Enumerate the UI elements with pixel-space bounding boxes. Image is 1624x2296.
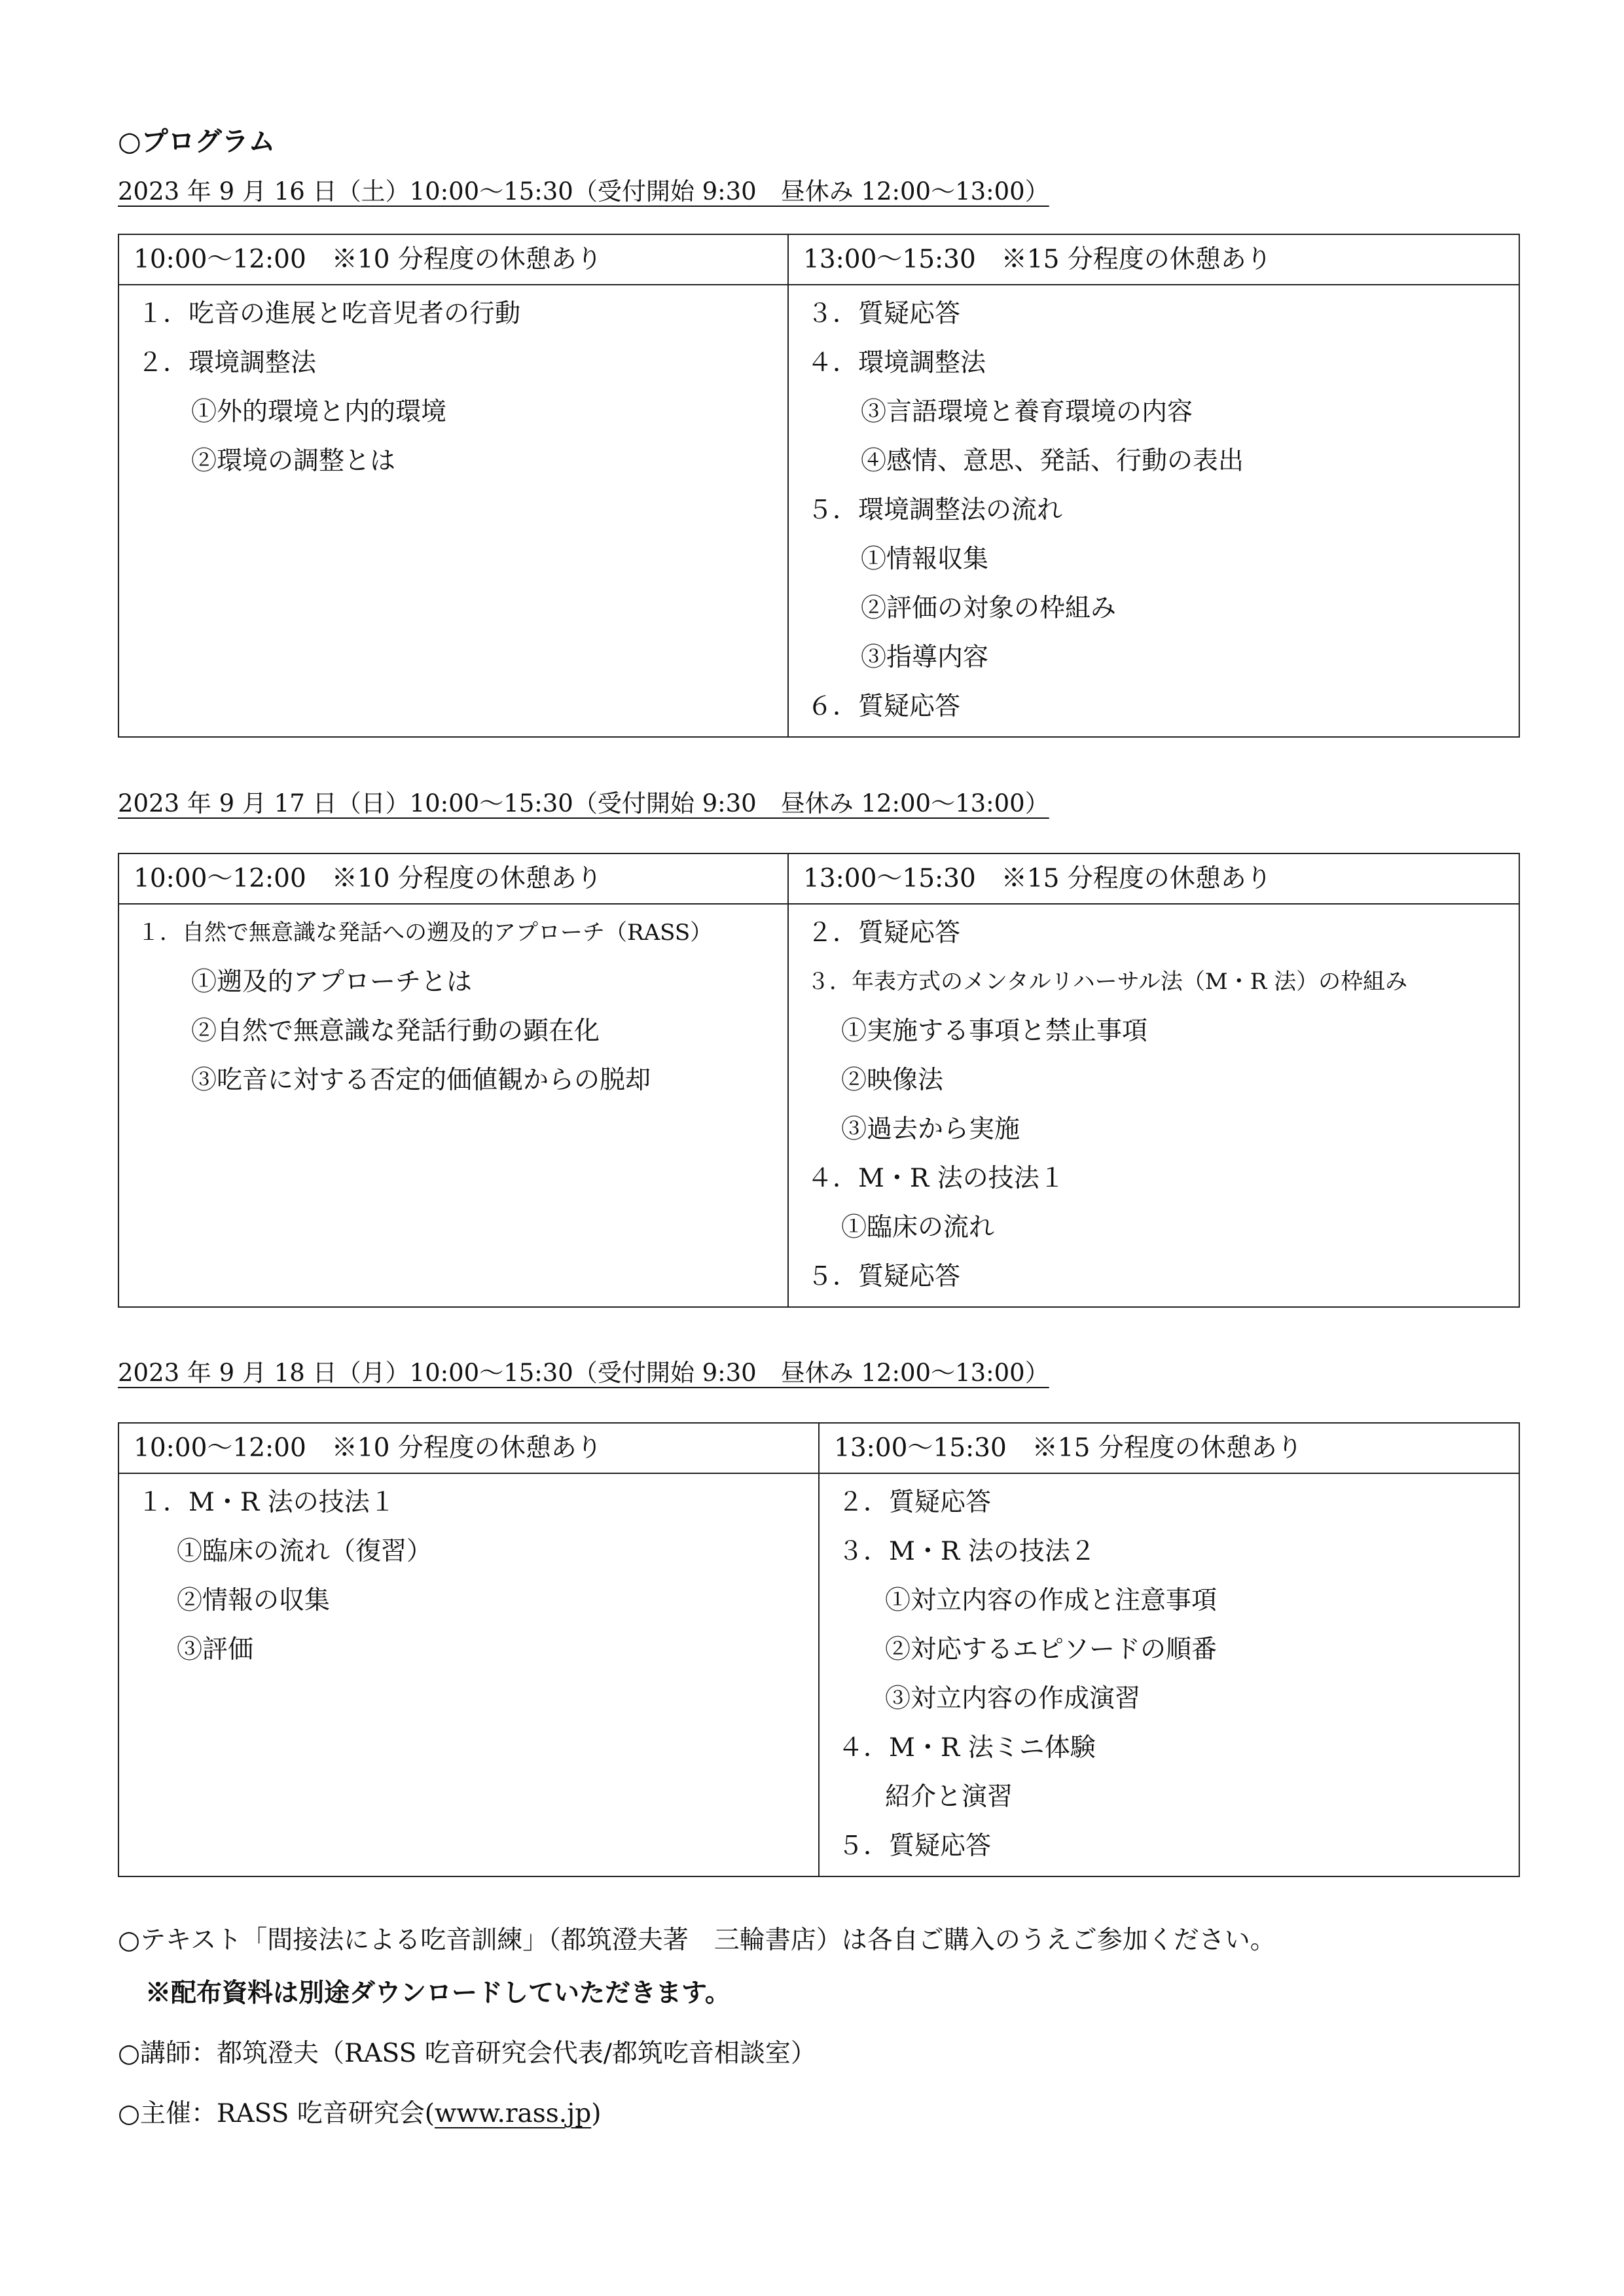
day2-am-header: 10:00～12:00 ※10 分程度の休憩あり <box>118 853 788 904</box>
day1-pm-item: ５．環境調整法の流れ <box>807 495 1063 525</box>
day3-pm-item: ③対立内容の作成演習 <box>885 1684 1141 1713</box>
day3-am-item: ①臨床の流れ（復習） <box>177 1537 433 1566</box>
organizer-suffix: ) <box>591 2099 602 2128</box>
day1-pm-item: ①情報収集 <box>861 545 989 574</box>
organizer-line <box>118 2094 601 2134</box>
textbook-note: ○テキスト「間接法による吃音訓練」（都筑澄夫著 三輪書店）は各自ご購入のうえご参加ください。 <box>118 1926 1276 1955</box>
day2-pm-item: ４．M・R 法の技法１ <box>807 1164 1065 1193</box>
day1-pm-item: ③言語環境と養育環境の内容 <box>861 397 1193 427</box>
day3-am-item: ②情報の収集 <box>177 1586 331 1615</box>
organizer-link[interactable]: www.rass.jp <box>434 2099 592 2128</box>
day3-pm-item: ３．M・R 法の技法２ <box>838 1537 1096 1566</box>
organizer-prefix: ○主催：RASS 吃音研究会( <box>118 2099 435 2128</box>
day2-pm-cell <box>788 904 1519 1307</box>
day2-pm-header: 13:00～15:30 ※15 分程度の休憩あり <box>788 853 1519 904</box>
day3-am-item: ③評価 <box>177 1635 254 1664</box>
day2-pm-item: ②映像法 <box>841 1066 944 1095</box>
day3-am-header: 10:00～12:00 ※10 分程度の休憩あり <box>118 1423 819 1473</box>
day1-date-line: 2023 年 9 月 16 日（土）10:00～15:30（受付開始 9:30 昼休み 12:00～13:00） <box>118 177 1049 206</box>
day2-pm-item: ③過去から実施 <box>841 1115 1020 1144</box>
day2-am-cell <box>118 904 788 1307</box>
day1-am-cell <box>118 285 788 737</box>
day1-pm-item: ②評価の対象の枠組み <box>861 594 1117 623</box>
day1-am-item: ①外的環境と内的環境 <box>191 397 447 427</box>
day2-schedule-table <box>118 853 1520 1308</box>
day3-pm-item: ２．質疑応答 <box>838 1488 992 1517</box>
day3-pm-item: 紹介と演習 <box>885 1782 1013 1812</box>
day3-pm-item: ①対立内容の作成と注意事項 <box>885 1586 1218 1615</box>
day1-am-item: ②環境の調整とは <box>191 446 396 476</box>
day1-pm-item: ６．質疑応答 <box>807 692 961 721</box>
day3-pm-item: ②対応するエピソードの順番 <box>885 1635 1218 1664</box>
day2-pm-item: ①実施する事項と禁止事項 <box>841 1016 1148 1046</box>
day2-pm-item: ３．年表方式のメンタルリハーサル法（M・R 法）の枠組み <box>807 969 1408 995</box>
day3-schedule-table <box>118 1422 1520 1877</box>
day2-pm-item: ２．質疑応答 <box>807 918 961 948</box>
day2-pm-item: ①臨床の流れ <box>841 1213 995 1242</box>
day2-am-item: ③吃音に対する否定的価値観からの脱却 <box>191 1066 651 1095</box>
day1-pm-item: ４．環境調整法 <box>807 348 986 378</box>
day3-pm-item: ４．M・R 法ミニ体験 <box>838 1733 1096 1763</box>
day3-am-cell <box>118 1473 819 1876</box>
day3-am-item: １．M・R 法の技法１ <box>137 1488 395 1517</box>
day3-date-line: 2023 年 9 月 18 日（月）10:00～15:30（受付開始 9:30 昼休み 12:00～13:00） <box>118 1359 1049 1387</box>
day1-schedule-table <box>118 234 1520 738</box>
day3-pm-cell <box>819 1473 1519 1876</box>
day1-pm-cell <box>788 285 1519 737</box>
day2-pm-item: ５．質疑応答 <box>807 1262 961 1291</box>
day1-am-header: 10:00～12:00 ※10 分程度の休憩あり <box>118 234 788 285</box>
day1-pm-item: ３．質疑応答 <box>807 299 961 329</box>
day2-am-item: ①遡及的アプローチとは <box>191 967 473 997</box>
page-heading: ○プログラム <box>118 126 276 157</box>
day2-date-line: 2023 年 9 月 17 日（日）10:00～15:30（受付開始 9:30 昼休み 12:00～13:00） <box>118 789 1049 817</box>
day3-pm-item: ５．質疑応答 <box>838 1831 992 1861</box>
day1-am-item: １．吃音の進展と吃音児者の行動 <box>137 299 521 329</box>
day1-pm-item: ③指導内容 <box>861 643 989 672</box>
handout-note: ※配布資料は別途ダウンロードしていただきます。 <box>145 1978 731 2008</box>
day1-pm-header: 13:00～15:30 ※15 分程度の休憩あり <box>788 234 1519 285</box>
day2-am-item: １．自然で無意識な発話への遡及的アプローチ（RASS） <box>137 920 713 946</box>
day1-pm-item: ④感情、意思、発話、行動の表出 <box>861 446 1244 476</box>
day1-am-item: ２．環境調整法 <box>137 348 317 378</box>
instructor-line: ○講師：都筑澄夫（RASS 吃音研究会代表/都筑吃音相談室） <box>118 2039 816 2068</box>
day2-am-item: ②自然で無意識な発話行動の顕在化 <box>191 1016 600 1046</box>
day3-pm-header: 13:00～15:30 ※15 分程度の休憩あり <box>819 1423 1519 1473</box>
